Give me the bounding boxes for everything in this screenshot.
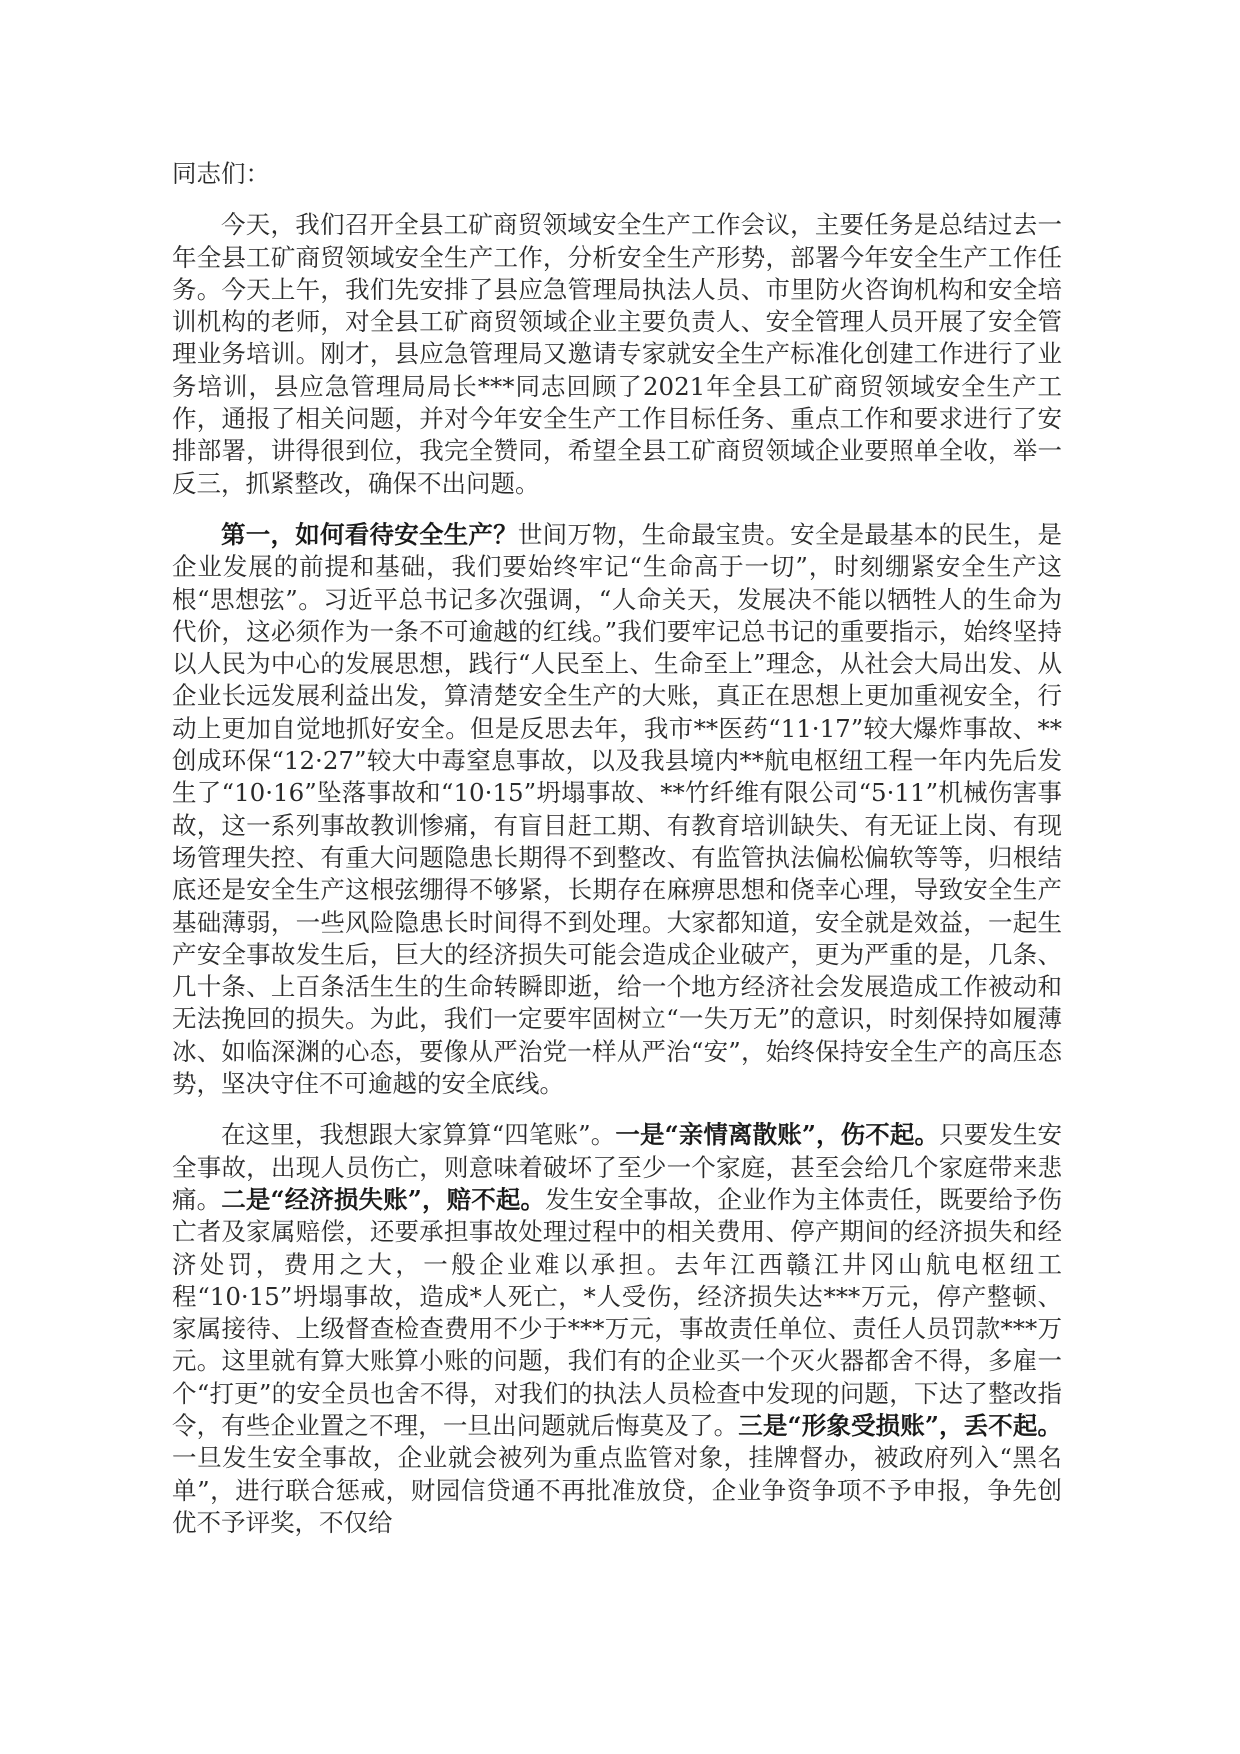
document-page: [172, 158, 1062, 1558]
paragraph-text: 只要发生安全事故，出现人员伤亡，则意味着破坏了至少一个家庭，甚至会给几个家庭带来悲痛。: [172, 1120, 1062, 1214]
point-heading-family: 一是“亲情离散账”，伤不起。: [615, 1120, 940, 1150]
paragraph-opening: [172, 209, 1062, 500]
point-heading-economic: 二是“经济损失账”，赔不起。: [221, 1184, 546, 1214]
point-heading-image: 三是“形象受损账”，丢不起。: [738, 1410, 1063, 1440]
paragraph-text: 一旦发生安全事故，企业就会被列为重点监管对象，挂牌督办，被政府列入“黑名单”，进行联合惩戒，财园信贷通不再批准放贷，企业争资争项不予申报，争先创优不予评奖，不仅给: [172, 1443, 1062, 1537]
paragraph-text: 今天，我们召开全县工矿商贸领域安全生产工作会议，主要任务是总结过去一年全县工矿商贸领域安全生产工作，分析安全生产形势，部署今年安全生产工作任务。今天上午，我们先安排了县应急管理局执法人员、市里防火咨询机构和安全培训机构的老师，对全县工矿商贸领域企业主要负责人、安全管理人员开展了安全管理业务培训。刚才，县应急管理局又邀请专家就安全生产标准化创建工作进行了业务培训，县应急管理局局长***同志回顾了2021年全县工矿商贸领域安全生产工作，通报了相关问题，并对今年安全生产工作目标任务、重点工作和要求进行了安排部署，讲得很到位，我完全赞同，希望全县工矿商贸领域企业要照单全收，举一反三，抓紧整改，确保不出问题。: [172, 210, 1062, 498]
paragraph-text: 在这里，我想跟大家算算“四笔账”。: [221, 1120, 616, 1150]
paragraph-first-point: [172, 519, 1062, 1100]
paragraph-text: 发生安全事故，企业作为主体责任，既要给予伤亡者及家属赔偿，还要承担事故处理过程中的相关费用、停产期间的经济损失和经济处罚，费用之大，一般企业难以承担。去年江西赣江井冈山航电枢纽工程“10·15”坍塌事故，造成*人死亡，*人受伤，经济损失达***万元，停产整顿、家属接待、上级督查检查费用不少于***万元，事故责任单位、责任人员罚款***万元。这里就有算大账算小账的问题，我们有的企业买一个灭火器都舍不得，多雇一个“打更”的安全员也舍不得，对我们的执法人员检查中发现的问题，下达了整改指令，有些企业置之不理，一旦出问题就后悔莫及了。: [172, 1184, 1063, 1440]
paragraph-text: 世间万物，生命最宝贵。安全是最基本的民生，是企业发展的前提和基础，我们要始终牢记“生命高于一切”，时刻绷紧安全生产这根“思想弦”。习近平总书记多次强调，“人命关天，发展决不能以牺牲人的生命为代价，这必须作为一条不可逾越的红线。”我们要牢记总书记的重要指示，始终坚持以人民为中心的发展思想，践行“人民至上、生命至上”理念，从社会大局出发、从企业长远发展利益出发，算清楚安全生产的大账，真正在思想上更加重视安全，行动上更加自觉地抓好安全。但是反思去年，我市**医药“11·17”较大爆炸事故、**创成环保“12·27”较大中毒窒息事故，以及我县境内**航电枢纽工程一年内先后发生了“10·16”坠落事故和“10·15”坍塌事故、**竹纤维有限公司“5·11”机械伤害事故，这一系列事故教训惨痛，有盲目赶工期、有教育培训缺失、有无证上岗、有现场管理失控、有重大问题隐患长期得不到整改、有监管执法偏松偏软等等，归根结底还是安全生产这根弦绷得不够紧，长期存在麻痹思想和侥幸心理，导致安全生产基础薄弱，一些风险隐患长时间得不到处理。大家都知道，安全就是效益，一起生产安全事故发生后，巨大的经济损失可能会造成企业破产，更为严重的是，几条、几十条、上百条活生生的生命转瞬即逝，给一个地方经济社会发展造成工作被动和无法挽回的损失。为此，我们一定要牢固树立“一失万无”的意识，时刻保持如履薄冰、如临深渊的心态，要像从严治党一样从严治“安”，始终保持安全生产的高压态势，坚决守住不可逾越的安全底线。: [172, 519, 1063, 1099]
salutation: 同志们：: [172, 159, 270, 188]
section-heading-first: 第一，如何看待安全生产？: [221, 519, 518, 549]
paragraph-four-accounts: [172, 1119, 1062, 1539]
